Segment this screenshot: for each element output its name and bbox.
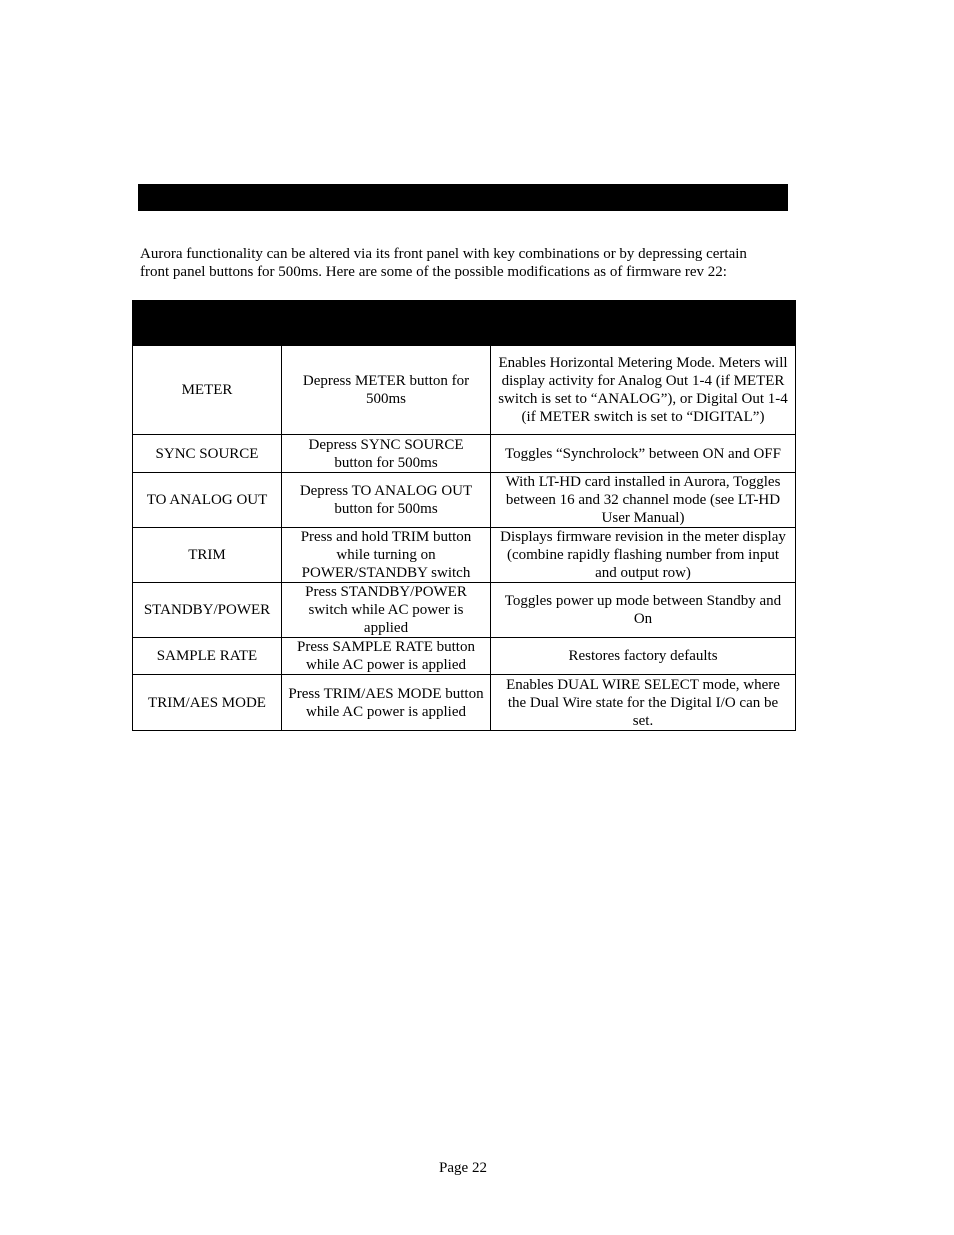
cell-action: Depress METER button for 500ms [282, 346, 491, 435]
cell-result: Restores factory defaults [491, 638, 796, 675]
table-header-row [133, 301, 796, 346]
cell-button: TO ANALOG OUT [133, 473, 282, 528]
cell-button: TRIM [133, 528, 282, 583]
cell-button: TRIM/AES MODE [133, 675, 282, 731]
table-row [133, 346, 796, 435]
cell-result: Enables DUAL WIRE SELECT mode, where the Dual Wire state for the Digital I/O can be set. [491, 675, 796, 731]
cell-action: Depress TO ANALOG OUT button for 500ms [282, 473, 491, 528]
cell-action: Press STANDBY/POWER switch while AC power is applied [282, 583, 491, 638]
table-row [133, 435, 796, 473]
header-cell-action [282, 301, 491, 346]
cell-action: Depress SYNC SOURCE button for 500ms [282, 435, 491, 473]
table-row [133, 528, 796, 583]
cell-button: SAMPLE RATE [133, 638, 282, 675]
intro-paragraph [140, 245, 800, 281]
table-row [133, 675, 796, 731]
modifications-table [132, 300, 796, 731]
cell-result: Displays firmware revision in the meter display (combine rapidly flashing number from input and output row) [491, 528, 796, 583]
table-row [133, 638, 796, 675]
cell-result: Enables Horizontal Metering Mode. Meters will display activity for Analog Out 1-4 (if METER switch is set to “ANALOG”), or Digital Out 1-4 (if METER switch is set to “DIGITAL”) [491, 346, 796, 435]
cell-result: With LT-HD card installed in Aurora, Toggles between 16 and 32 channel mode (see LT-HD User Manual) [491, 473, 796, 528]
cell-button: METER [133, 346, 282, 435]
cell-action: Press and hold TRIM button while turning on POWER/STANDBY switch [282, 528, 491, 583]
header-cell-button [133, 301, 282, 346]
header-cell-result [491, 301, 796, 346]
table-row [133, 583, 796, 638]
cell-action: Press TRIM/AES MODE button while AC power is applied [282, 675, 491, 731]
cell-action: Press SAMPLE RATE button while AC power is applied [282, 638, 491, 675]
cell-button: SYNC SOURCE [133, 435, 282, 473]
cell-result: Toggles “Synchrolock” between ON and OFF [491, 435, 796, 473]
intro-line-2: front panel buttons for 500ms. Here are some of the possible modifications as of firmware rev 22: [140, 264, 727, 280]
cell-button: STANDBY/POWER [133, 583, 282, 638]
page-number: Page 22 [439, 1160, 487, 1176]
cell-result: Toggles power up mode between Standby and On [491, 583, 796, 638]
table-row [133, 473, 796, 528]
intro-line-1: Aurora functionality can be altered via its front panel with key combinations or by depressing certain [140, 246, 747, 262]
section-heading-bar [138, 184, 788, 211]
